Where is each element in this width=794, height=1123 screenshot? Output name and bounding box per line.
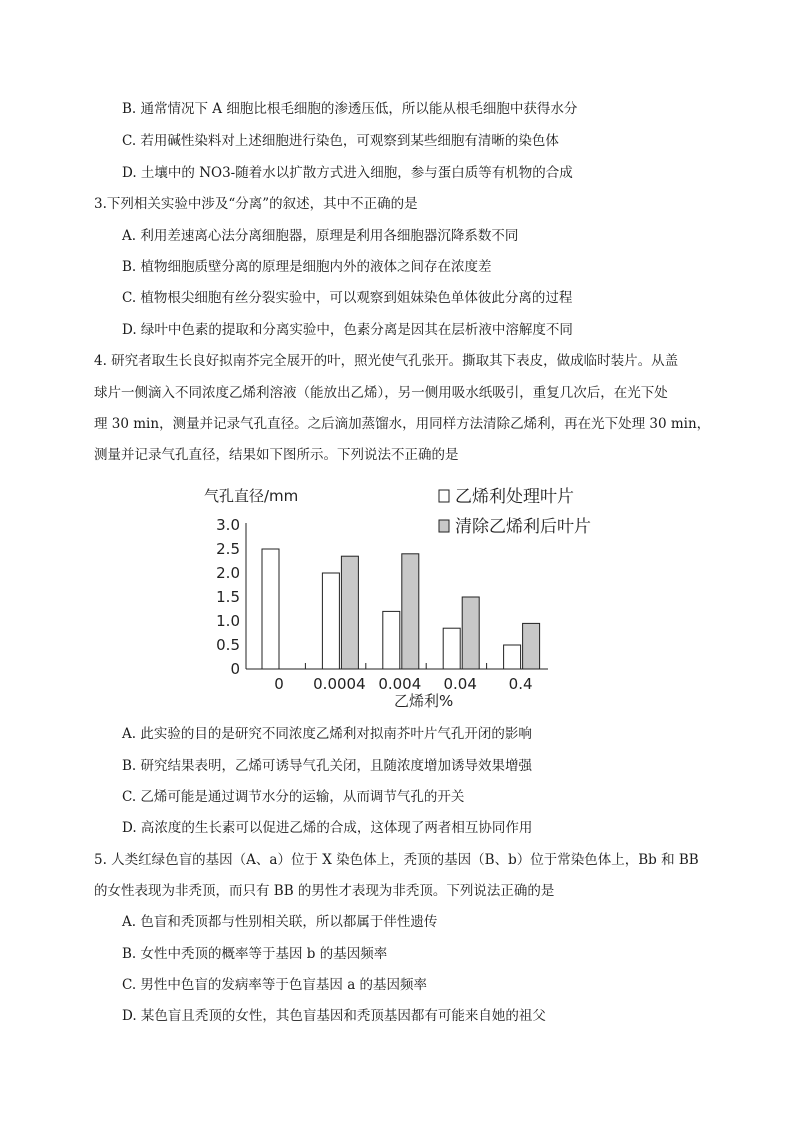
q3-stem: 3.下列相关实验中涉及“分离”的叙述，其中不正确的是 (94, 196, 418, 212)
x-tick-label: 0.4 (508, 675, 533, 693)
q5-option-b: B. 女性中秃顶的概率等于基因 b 的基因频率 (122, 946, 388, 962)
q4-stem-line-3: 理 30 min，测量并记录气孔直径。之后滴加蒸馏水，用同样方法清除乙烯利，再在光下处理 30 min， (94, 416, 711, 432)
bar (262, 549, 279, 669)
y-tick-label: 0 (230, 660, 240, 678)
bar (322, 573, 339, 669)
q3-option-c: C. 植物根尖细胞有丝分裂实验中，可以观察到姐妹染色单体彼此分离的过程 (122, 290, 573, 306)
q3-option-d: D. 绿叶中色素的提取和分离实验中，色素分离是因其在层析液中溶解度不同 (122, 322, 573, 338)
q3-option-b: B. 植物细胞质壁分离的原理是细胞内外的液体之间存在浓度差 (122, 259, 492, 275)
q4-stem-line-2: 球片一侧滴入不同浓度乙烯利溶液（能放出乙烯），另一侧用吸水纸吸引，重复几次后，在光下处 (94, 385, 668, 401)
option-c-prev: C. 若用碱性染料对上述细胞进行染色，可观察到某些细胞有清晰的染色体 (122, 133, 559, 149)
chart-bars (262, 549, 540, 669)
y-tick-label: 1.5 (216, 588, 240, 606)
y-tick-label: 2.5 (216, 540, 240, 558)
y-tick-label: 0.5 (216, 636, 240, 654)
x-tick-label: 0.0004 (313, 675, 366, 693)
bar (523, 623, 540, 669)
bar (462, 597, 479, 669)
option-d-prev: D. 土壤中的 NO3-随着水以扩散方式进入细胞，参与蛋白质等有机物的合成 (122, 165, 573, 181)
q5-option-d: D. 某色盲且秃顶的女性，其色盲基因和秃顶基因都有可能来自她的祖父 (122, 1008, 546, 1024)
q4-stem-line-4: 测量并记录气孔直径，结果如下图所示。下列说法不正确的是 (94, 447, 459, 463)
y-tick-label: 1.0 (216, 612, 240, 630)
bar (341, 556, 358, 669)
legend (439, 486, 591, 537)
x-tick-label: 0.004 (378, 675, 422, 693)
legend-label: 清除乙烯利后叶片 (455, 517, 591, 537)
q4-option-a: A. 此实验的目的是研究不同浓度乙烯利对拟南芥叶片气孔开闭的影响 (122, 726, 532, 742)
q5-stem-line-1: 5. 人类红绿色盲的基因（A、a）位于 X 染色体上，秃顶的基因（B、b）位于常染色体上，Bb 和 BB (94, 852, 699, 868)
bar (383, 611, 400, 669)
q4-option-d: D. 高浓度的生长素可以促进乙烯的合成，这体现了两者相互协同作用 (122, 820, 533, 836)
q4-stem-line-1: 4. 研究者取生长良好拟南芥完全展开的叶，照光使气孔张开。撕取其下表皮，做成临时装片。从盖 (94, 353, 679, 369)
q5-stem-line-2: 的女性表现为非秃顶，而只有 BB 的男性才表现为非秃顶。下列说法正确的是 (94, 883, 555, 899)
x-tick-label: 0.04 (443, 675, 477, 693)
q4-option-b: B. 研究结果表明，乙烯可诱导气孔关闭，且随浓度增加诱导效果增强 (122, 758, 533, 774)
q5-option-c: C. 男性中色盲的发病率等于色盲基因 a 的基因频率 (122, 977, 428, 993)
legend-swatch (439, 490, 449, 502)
bar (443, 628, 460, 669)
stomata-diameter-chart (196, 478, 616, 710)
y-axis-label: 气孔直径/mm (204, 487, 299, 505)
bar (402, 554, 419, 669)
q3-option-a: A. 利用差速离心法分离细胞器，原理是利用各细胞器沉降系数不同 (122, 228, 519, 244)
legend-swatch (439, 520, 449, 532)
bar (504, 645, 521, 669)
option-b-prev: B. 通常情况下 A 细胞比根毛细胞的渗透压低，所以能从根毛细胞中获得水分 (122, 101, 578, 117)
legend-label: 乙烯利处理叶片 (455, 487, 574, 507)
y-tick-label: 3.0 (216, 516, 240, 534)
q4-option-c: C. 乙烯可能是通过调节水分的运输，从而调节气孔的开关 (122, 789, 465, 805)
q5-option-a: A. 色盲和秃顶都与性别相关联，所以都属于伴性遗传 (122, 914, 438, 930)
y-tick-label: 2.0 (216, 564, 240, 582)
x-axis-label: 乙烯利% (394, 692, 454, 710)
x-tick-label: 0 (274, 675, 284, 693)
